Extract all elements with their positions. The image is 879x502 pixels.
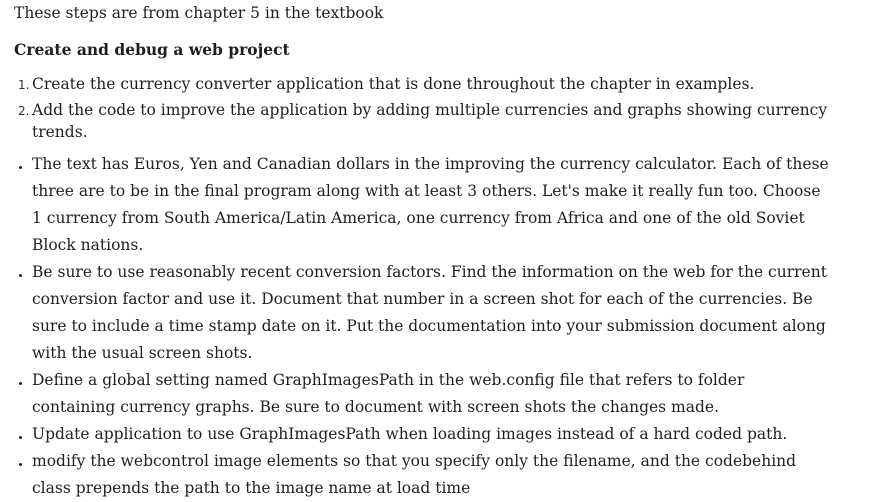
step-text: Create the currency converter application that is done throughout the chapter in examples. xyxy=(32,75,755,93)
bullet-text: Update application to use GraphImagesPath when loading images instead of a hard coded path. xyxy=(32,425,788,443)
step-number: 1. xyxy=(18,78,30,92)
document-body xyxy=(14,2,874,502)
bullet-dot-icon xyxy=(19,274,22,277)
section-heading: Create and debug a web project xyxy=(14,40,290,59)
bullet-text: The text has Euros, Yen and Canadian dollars in the improving the currency calculator. Each of these three are to be in the final program along with at least 3 others. Let's make it really fun too. Choose 1 currency from South America/Latin America, one currency from Africa and one of the old Soviet Block nations. xyxy=(32,155,829,254)
bullet-item xyxy=(14,151,832,259)
step-text: Add the code to improve the application by adding multiple currencies and graphs showing currency trends. xyxy=(32,101,828,141)
bullet-text: Define a global setting named GraphImagesPath in the web.config file that refers to folder containing currency graphs. Be sure to document with screen shots the changes made. xyxy=(32,371,745,416)
bullet-dot-icon xyxy=(19,166,22,169)
bullet-item xyxy=(14,448,832,502)
bullet-dot-icon xyxy=(19,436,22,439)
bullet-text: Be sure to use reasonably recent conversion factors. Find the information on the web for the current conversion factor and use it. Document that number in a screen shot for each of the currencies. Be sure to include a time stamp date on it. Put the documentation into your submission document along with the usual screen shots. xyxy=(32,263,827,362)
bullet-item xyxy=(14,259,832,367)
bullet-item xyxy=(14,421,832,448)
bullet-text: modify the webcontrol image elements so that you specify only the filename, and the codebehind class prepends the path to the image name at load time xyxy=(32,452,797,497)
bullet-dot-icon xyxy=(19,382,22,385)
numbered-steps xyxy=(14,73,874,143)
bullet-list xyxy=(14,151,874,502)
bullet-dot-icon xyxy=(19,463,22,466)
step-item xyxy=(14,99,874,143)
step-item xyxy=(14,73,874,95)
intro-text: These steps are from chapter 5 in the textbook xyxy=(14,4,384,22)
step-number: 2. xyxy=(18,104,30,118)
bullet-item xyxy=(14,367,832,421)
